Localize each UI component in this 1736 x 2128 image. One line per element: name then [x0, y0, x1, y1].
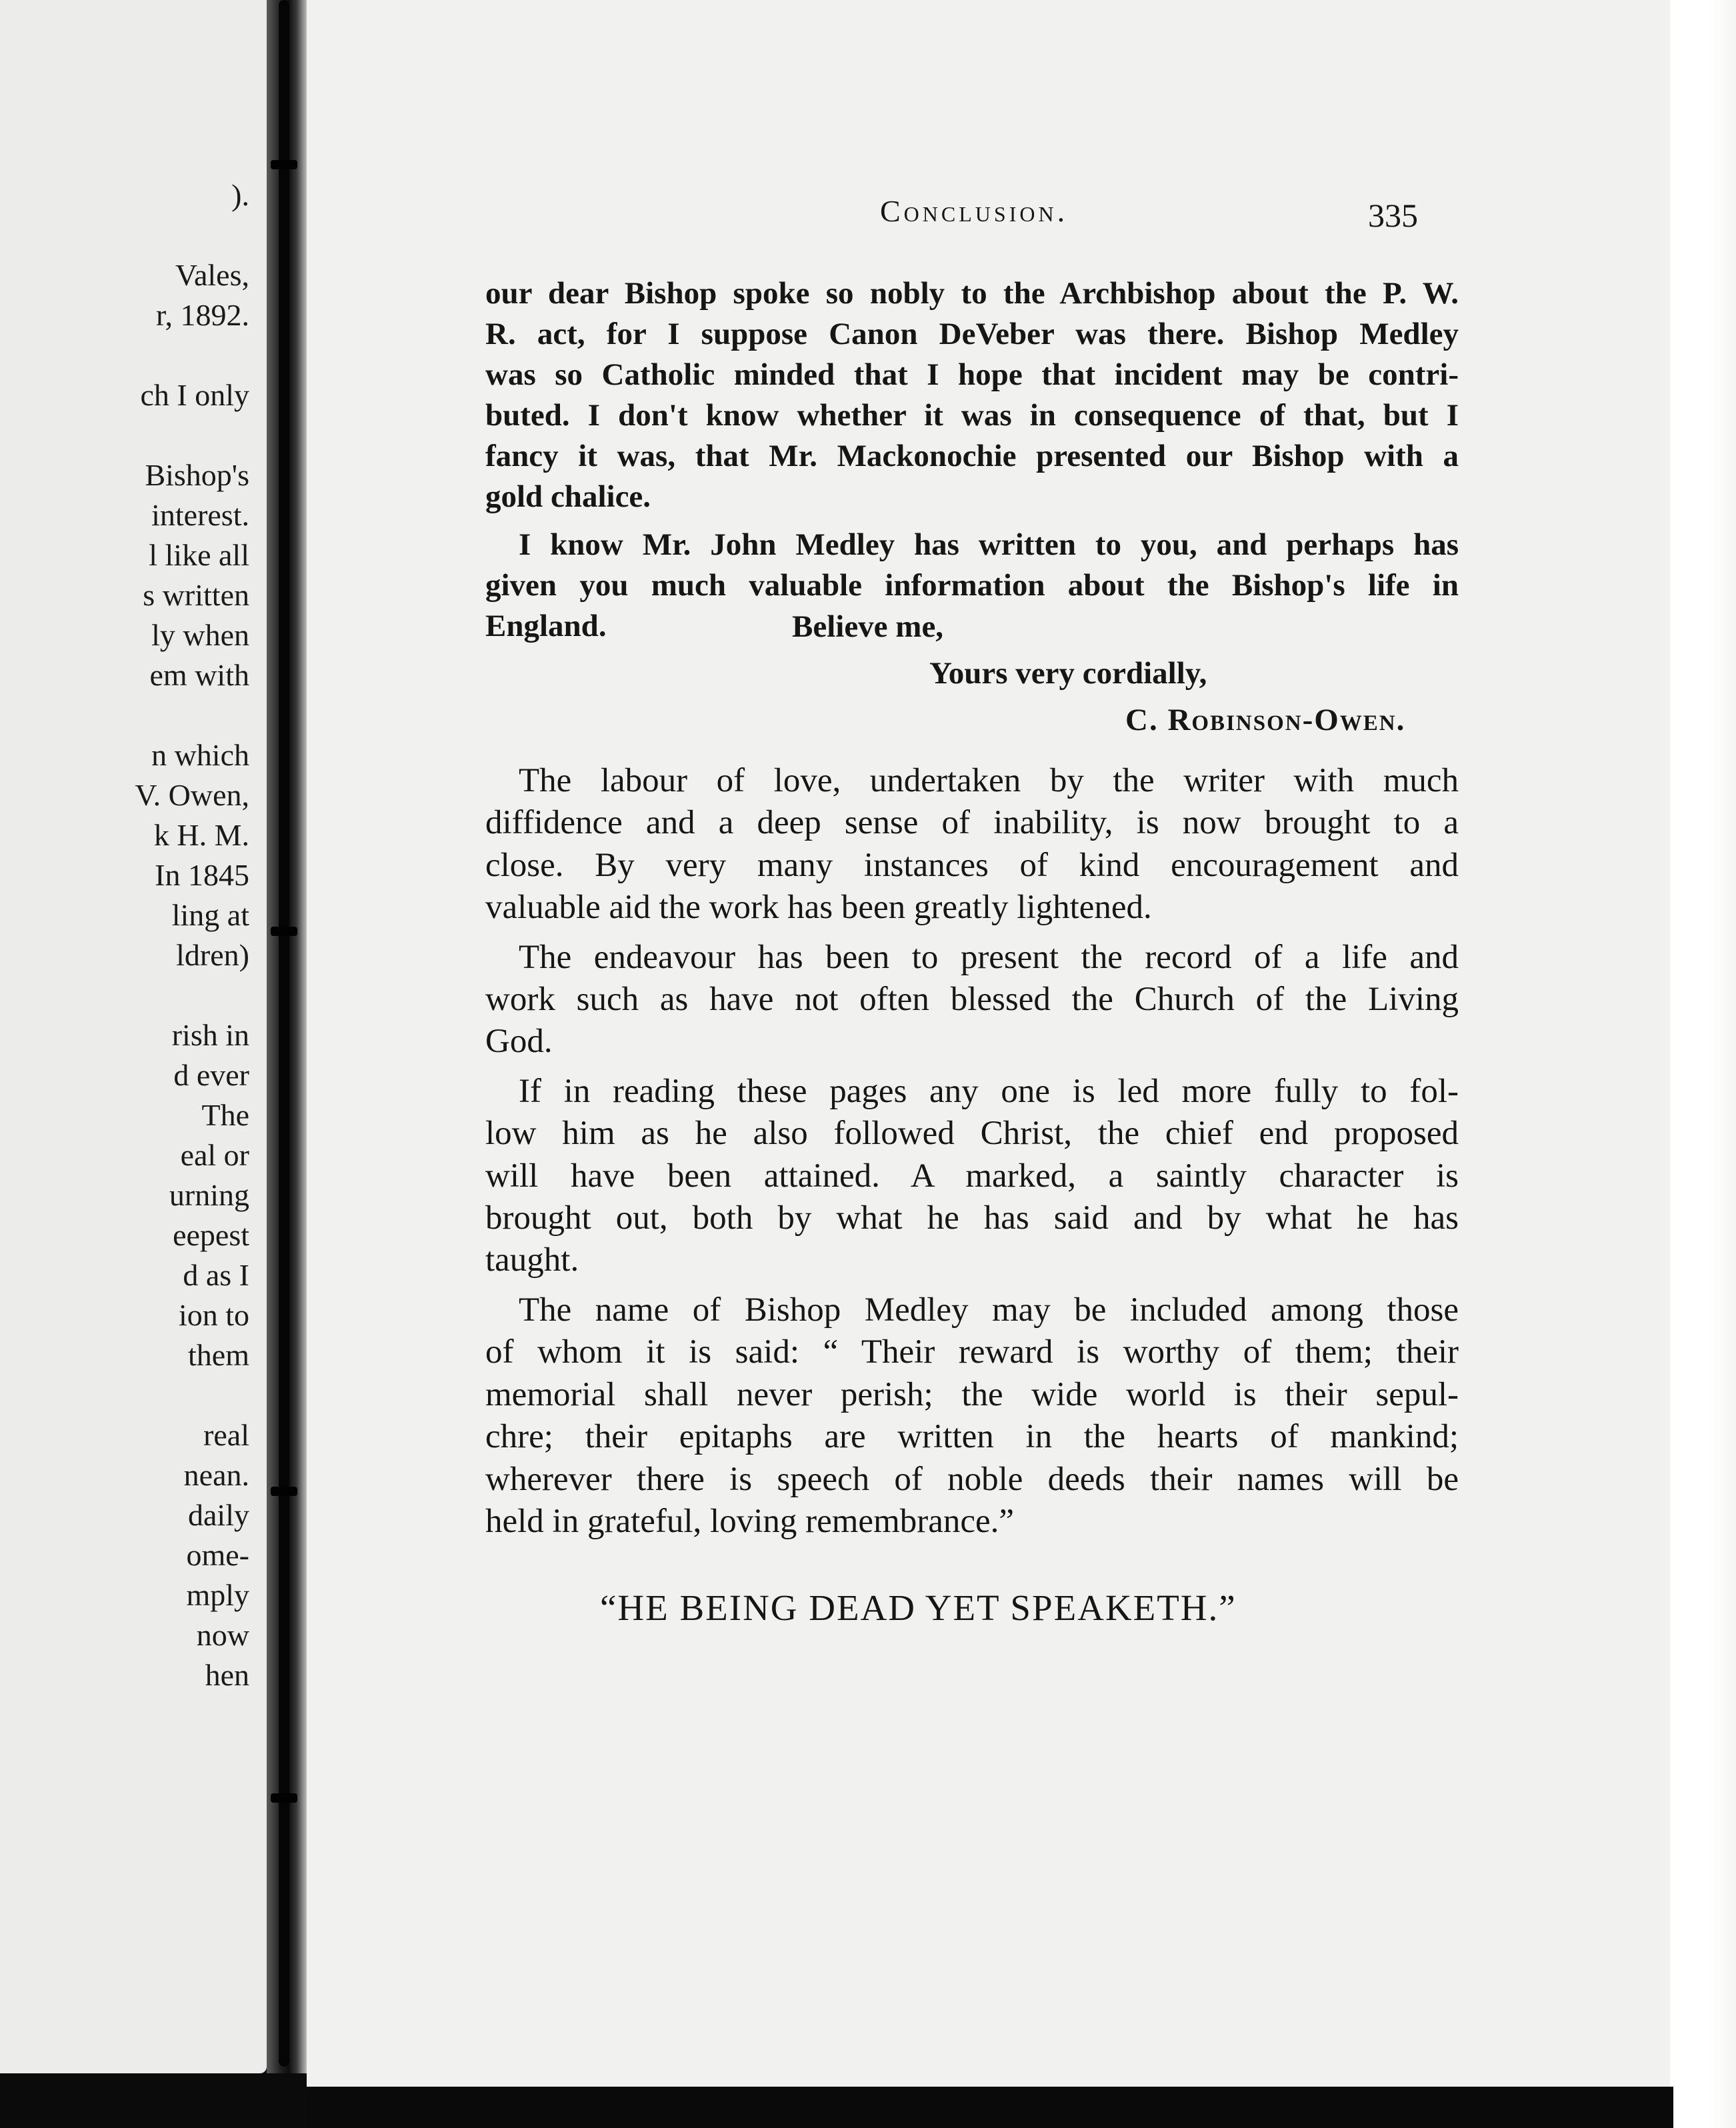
left-page-line: V. Owen, — [135, 778, 249, 812]
left-page-line: s written — [143, 578, 249, 612]
text-line: The labour of love, undertaken by the writer with much — [519, 762, 1459, 799]
text-line: chre; their epitaphs are written in the hearts of mankind; — [485, 1418, 1459, 1456]
left-page-line: ling at — [171, 898, 249, 932]
text-line: wherever there is speech of noble deeds their names will be — [485, 1460, 1459, 1498]
left-page-line: ome- — [186, 1538, 249, 1572]
left-page-line: now — [196, 1618, 249, 1652]
binding-stitch — [271, 160, 297, 169]
text-line: The endeavour has been to present the record of a life and — [519, 938, 1459, 976]
text-line: If in reading these pages any one is led more fully to fol- — [519, 1072, 1459, 1110]
text-line: close. By very many instances of kind encouragement and — [485, 846, 1459, 884]
left-page-line: eepest — [173, 1218, 249, 1252]
paragraph — [485, 1071, 1459, 1282]
text-line: gold chalice. — [485, 479, 651, 514]
running-head: Conclusion. — [880, 194, 1069, 228]
text-line: will have been attained. A marked, a saintly character is — [485, 1157, 1459, 1195]
text-line: I know Mr. John Medley has written to you, and perhaps has — [519, 527, 1459, 562]
scan-bottom-edge — [307, 2087, 1673, 2128]
left-page-line: The — [201, 1098, 249, 1132]
left-page-line: n which — [151, 738, 249, 772]
left-page-line: ). — [231, 178, 249, 212]
binding-stitch — [271, 927, 297, 936]
left-page-line: k H. M. — [153, 818, 249, 852]
text-line: R. act, for I suppose Canon DeVeber was there. Bishop Medley — [485, 317, 1459, 351]
signature: C. Robinson-Owen. — [1125, 703, 1406, 737]
text-line: valuable aid the work has been greatly lightened. — [485, 889, 1152, 927]
closing-line: Yours very cordially, — [929, 656, 1207, 691]
paragraph — [485, 1289, 1459, 1543]
left-page-line: mply — [186, 1578, 249, 1612]
text-line: taught. — [485, 1241, 579, 1279]
text-line: England. — [485, 609, 607, 643]
text-line: brought out, both by what he has said and by what he has — [485, 1199, 1459, 1237]
text-line: The name of Bishop Medley may be included among those — [519, 1291, 1459, 1329]
binding-stitch — [271, 1793, 297, 1803]
text-line: work such as have not often blessed the Church of the Living — [485, 981, 1459, 1019]
page-number: 335 — [1368, 197, 1418, 234]
left-page-line: r, 1892. — [156, 298, 249, 332]
text-line: buted. I don't know whether it was in consequence of that, but I — [485, 398, 1459, 433]
left-page-line: ly when — [151, 618, 249, 652]
left-page-line: them — [188, 1338, 249, 1372]
left-page-line: eal or — [180, 1138, 249, 1172]
text-line: diffidence and a deep sense of inability, is now brought to a — [485, 804, 1459, 842]
text-line: memorial shall never perish; the wide world is their sepul- — [485, 1375, 1459, 1413]
text-line: our dear Bishop spoke so nobly to the Archbishop about the P. W. — [485, 276, 1459, 311]
left-page-line: ldren) — [176, 938, 249, 972]
text-line: was so Catholic minded that I hope that incident may be contri- — [485, 357, 1459, 392]
epitaph: “HE BEING DEAD YET SPEAKETH.” — [600, 1587, 1237, 1628]
text-line: low him as he also followed Christ, the chief end proposed — [485, 1115, 1459, 1153]
left-facing-page — [0, 0, 267, 2073]
paragraph — [485, 273, 1459, 517]
left-page-line: Vales, — [175, 258, 249, 292]
left-page-line: hen — [205, 1658, 249, 1692]
left-page-line: In 1845 — [155, 858, 249, 892]
left-page-line: d as I — [183, 1258, 249, 1292]
left-page-line: l like all — [149, 538, 249, 572]
left-page-line: Bishop's — [145, 458, 249, 492]
left-page-line: urning — [169, 1178, 249, 1212]
paragraph — [485, 525, 1459, 647]
paragraph — [485, 937, 1459, 1063]
closing-line: Believe me, — [792, 609, 944, 644]
left-page-line: ion to — [178, 1298, 249, 1332]
paragraph — [485, 760, 1459, 929]
left-page-line: nean. — [183, 1458, 249, 1492]
letter-body — [485, 273, 1459, 654]
text-line: held in grateful, loving remembrance.” — [485, 1502, 1015, 1540]
text-line: of whom it is said: “ Their reward is worthy of them; their — [485, 1333, 1459, 1371]
book-spine — [279, 0, 289, 2067]
left-page-line: interest. — [151, 498, 249, 532]
text-line: God. — [485, 1023, 553, 1061]
binding-stitch — [271, 1487, 297, 1496]
left-page-line: real — [203, 1418, 249, 1452]
text-line: given you much valuable information about the Bishop's life in — [485, 568, 1459, 603]
left-page-line: rish in — [171, 1018, 249, 1052]
text-line: fancy it was, that Mr. Mackonochie presented our Bishop with a — [485, 439, 1459, 473]
scan-margin — [1670, 0, 1736, 2128]
left-page-line: ch I only — [140, 378, 249, 412]
left-page-line: daily — [188, 1498, 249, 1532]
left-page-line: em with — [149, 658, 249, 692]
left-page-line: d ever — [173, 1058, 249, 1092]
conclusion-text — [485, 760, 1459, 1550]
